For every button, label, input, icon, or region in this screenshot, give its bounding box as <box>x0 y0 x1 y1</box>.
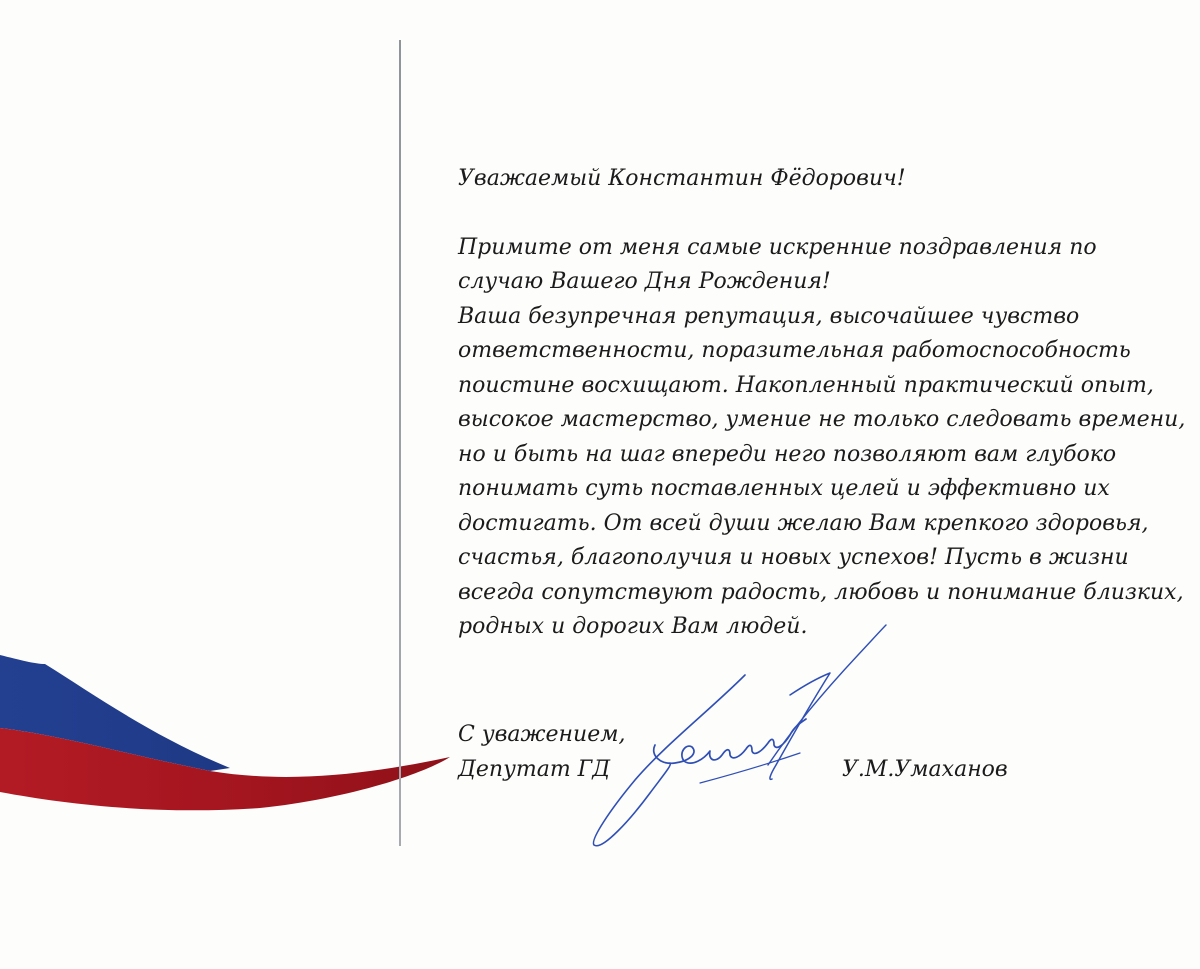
greeting: Уважаемый Константин Фёдорович! <box>458 166 906 191</box>
signatory-name: У.М.Умаханов <box>842 757 1008 782</box>
letter-paragraph <box>458 231 1186 645</box>
body-line: понимать суть поставленных целей и эффективно их <box>458 476 1110 501</box>
body-line: достигать. От всей души желаю Вам крепкого здоровья, <box>458 510 1149 536</box>
body-line: Ваша безупречная репутация, высочайшее чувство <box>458 303 1080 329</box>
body-line: Примите от меня самые искренние поздравления по <box>458 234 1097 260</box>
flag-red-band <box>0 728 450 810</box>
body-line: всегда сопутствуют радость, любовь и понимание близких, <box>458 579 1184 605</box>
body-line: родных и дорогих Вам людей. <box>458 614 808 639</box>
body-line: случаю Вашего Дня Рождения! <box>458 269 831 294</box>
body-line: высокое мастерство, умение не только следовать времени, <box>458 407 1186 432</box>
letter-body <box>458 162 1186 645</box>
body-line: счастья, благополучия и новых успехов! Пусть в жизни <box>458 545 1129 570</box>
body-line: поистине восхищают. Накопленный практический опыт, <box>458 372 1154 398</box>
handwritten-signature <box>580 615 900 855</box>
page-fold-line <box>399 40 401 846</box>
body-line: ответственности, поразительная работоспособность <box>458 338 1131 363</box>
body-line: но и быть на шаг впереди него позволяют вам глубоко <box>458 441 1117 467</box>
closing-position: Депутат ГД <box>458 756 611 782</box>
closing-regards: С уважением, <box>458 722 626 747</box>
